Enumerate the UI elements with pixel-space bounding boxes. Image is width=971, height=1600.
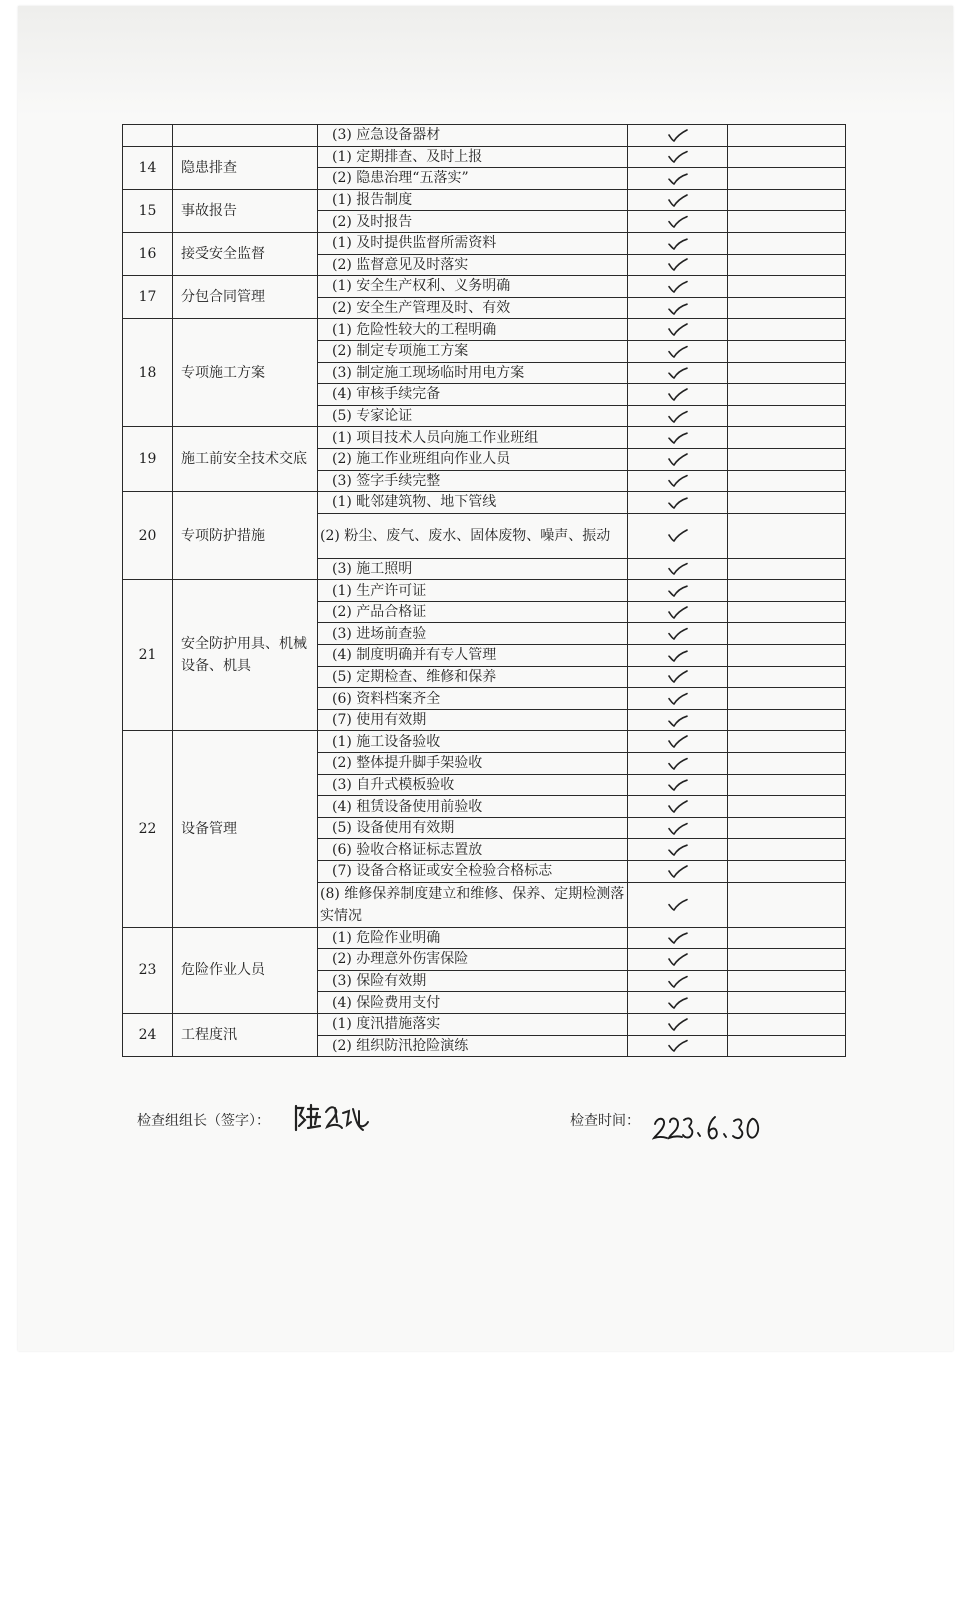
check-requirement: (6) 验收合格证标志置放	[318, 839, 628, 861]
checkmark-icon	[667, 778, 689, 791]
checkmark-icon	[667, 129, 689, 142]
safety-checklist-table	[122, 124, 846, 1057]
check-result-cell	[628, 970, 728, 992]
item-number: 15	[123, 189, 173, 232]
remark-cell	[728, 470, 846, 492]
check-requirement: (3) 制定施工现场临时用电方案	[318, 362, 628, 384]
checkmark-icon	[667, 865, 689, 878]
checkmark-icon	[667, 323, 689, 336]
table-row	[123, 319, 846, 341]
check-requirement: (1) 危险作业明确	[318, 927, 628, 949]
check-result-cell	[628, 125, 728, 147]
checkmark-icon	[667, 627, 689, 640]
checkmark-icon	[667, 996, 689, 1009]
check-result-cell	[628, 362, 728, 384]
checkmark-icon	[667, 388, 689, 401]
checkmark-icon	[667, 366, 689, 379]
remark-cell	[728, 839, 846, 861]
check-result-cell	[628, 861, 728, 883]
check-requirement: (2) 整体提升脚手架验收	[318, 753, 628, 775]
remark-cell	[728, 189, 846, 211]
checkmark-icon	[667, 670, 689, 683]
checkmark-icon	[667, 345, 689, 358]
check-requirement: (2) 办理意外伤害保险	[318, 949, 628, 971]
checkmark-icon	[667, 496, 689, 509]
checkmark-icon	[667, 474, 689, 487]
checkmark-icon	[667, 606, 689, 619]
remark-cell	[728, 362, 846, 384]
table-row	[123, 580, 846, 602]
remark-cell	[728, 861, 846, 883]
check-result-cell	[628, 645, 728, 667]
check-requirement: (3) 进场前查验	[318, 623, 628, 645]
check-result-cell	[628, 276, 728, 298]
check-requirement: (1) 施工设备验收	[318, 731, 628, 753]
remark-cell	[728, 276, 846, 298]
check-result-cell	[628, 992, 728, 1014]
checkmark-icon	[667, 302, 689, 315]
table-row	[123, 146, 846, 168]
check-result-cell	[628, 319, 728, 341]
leader-signature	[293, 1100, 373, 1138]
item-number: 23	[123, 927, 173, 1013]
check-result-cell	[628, 949, 728, 971]
check-item: 工程度汛	[173, 1013, 318, 1056]
remark-cell	[728, 882, 846, 927]
remark-cell	[728, 709, 846, 731]
check-result-cell	[628, 340, 728, 362]
checkmark-icon	[667, 150, 689, 163]
check-requirement: (1) 毗邻建筑物、地下管线	[318, 492, 628, 514]
leader-signature-label: 检查组组长（签字）：	[137, 1113, 270, 1129]
check-item: 专项防护措施	[173, 492, 318, 580]
checkmark-icon	[667, 692, 689, 705]
check-item: 设备管理	[173, 731, 318, 927]
check-requirement: (2) 及时报告	[318, 211, 628, 233]
check-requirement: (4) 审核手续完备	[318, 384, 628, 406]
check-item: 分包合同管理	[173, 276, 318, 319]
remark-cell	[728, 774, 846, 796]
table-row	[123, 731, 846, 753]
check-result-cell	[628, 709, 728, 731]
check-result-cell	[628, 753, 728, 775]
check-result-cell	[628, 580, 728, 602]
remark-cell	[728, 254, 846, 276]
checkmark-icon	[667, 258, 689, 271]
check-result-cell	[628, 1013, 728, 1035]
checkmark-icon	[667, 800, 689, 813]
check-result-cell	[628, 688, 728, 710]
check-requirement: (1) 报告制度	[318, 189, 628, 211]
check-requirement: (3) 签字手续完整	[318, 470, 628, 492]
check-requirement: (2) 施工作业班组向作业人员	[318, 448, 628, 470]
checkmark-icon	[667, 649, 689, 662]
table-row	[123, 427, 846, 449]
remark-cell	[728, 513, 846, 558]
check-requirement: (4) 租赁设备使用前验收	[318, 796, 628, 818]
check-result-cell	[628, 623, 728, 645]
check-result-cell	[628, 492, 728, 514]
check-item: 施工前安全技术交底	[173, 427, 318, 492]
check-requirement: (2) 监督意见及时落实	[318, 254, 628, 276]
check-result-cell	[628, 448, 728, 470]
check-result-cell	[628, 189, 728, 211]
check-requirement: (1) 项目技术人员向施工作业班组	[318, 427, 628, 449]
checkmark-icon	[667, 822, 689, 835]
check-result-cell	[628, 558, 728, 580]
check-time-handwritten	[652, 1110, 777, 1150]
remark-cell	[728, 492, 846, 514]
remark-cell	[728, 666, 846, 688]
check-result-cell	[628, 211, 728, 233]
check-result-cell	[628, 427, 728, 449]
table-row	[123, 189, 846, 211]
check-requirement: (2) 制定专项施工方案	[318, 340, 628, 362]
checkmark-icon	[667, 237, 689, 250]
item-number: 21	[123, 580, 173, 731]
check-result-cell	[628, 232, 728, 254]
checkmark-icon	[667, 1039, 689, 1052]
check-requirement: (7) 设备合格证或安全检验合格标志	[318, 861, 628, 883]
remark-cell	[728, 688, 846, 710]
check-requirement: (5) 专家论证	[318, 405, 628, 427]
checkmark-icon	[667, 953, 689, 966]
check-result-cell	[628, 168, 728, 190]
remark-cell	[728, 927, 846, 949]
check-requirement: (7) 使用有效期	[318, 709, 628, 731]
check-item: 隐患排查	[173, 146, 318, 189]
check-requirement: (1) 生产许可证	[318, 580, 628, 602]
table-row	[123, 276, 846, 298]
remark-cell	[728, 384, 846, 406]
check-requirement: (1) 度汛措施落实	[318, 1013, 628, 1035]
check-result-cell	[628, 927, 728, 949]
remark-cell	[728, 970, 846, 992]
check-item: 接受安全监督	[173, 232, 318, 275]
checkmark-icon	[667, 215, 689, 228]
remark-cell	[728, 558, 846, 580]
check-result-cell	[628, 297, 728, 319]
checkmark-icon	[667, 529, 689, 542]
check-result-cell	[628, 839, 728, 861]
check-result-cell	[628, 513, 728, 558]
check-requirement: (4) 保险费用支付	[318, 992, 628, 1014]
checkmark-icon	[667, 194, 689, 207]
checkmark-icon	[667, 431, 689, 444]
item-number: 19	[123, 427, 173, 492]
item-number: 22	[123, 731, 173, 927]
check-requirement: (4) 制度明确并有专人管理	[318, 645, 628, 667]
check-item: 事故报告	[173, 189, 318, 232]
checkmark-icon	[667, 172, 689, 185]
checkmark-icon	[667, 757, 689, 770]
check-item	[173, 125, 318, 147]
remark-cell	[728, 753, 846, 775]
remark-cell	[728, 405, 846, 427]
remark-cell	[728, 796, 846, 818]
check-result-cell	[628, 146, 728, 168]
checkmark-icon	[667, 898, 689, 911]
remark-cell	[728, 601, 846, 623]
check-result-cell	[628, 731, 728, 753]
table-row	[123, 1013, 846, 1035]
table-row	[123, 232, 846, 254]
check-item: 危险作业人员	[173, 927, 318, 1013]
checkmark-icon	[667, 562, 689, 575]
check-requirement: (1) 安全生产权利、义务明确	[318, 276, 628, 298]
check-requirement: (6) 资料档案齐全	[318, 688, 628, 710]
remark-cell	[728, 297, 846, 319]
checkmark-icon	[667, 453, 689, 466]
item-number: 18	[123, 319, 173, 427]
remark-cell	[728, 211, 846, 233]
check-result-cell	[628, 882, 728, 927]
table-row	[123, 927, 846, 949]
check-time-label: 检查时间：	[570, 1113, 640, 1129]
remark-cell	[728, 992, 846, 1014]
check-result-cell	[628, 470, 728, 492]
check-result-cell	[628, 1035, 728, 1057]
remark-cell	[728, 448, 846, 470]
check-item: 安全防护用具、机械设备、机具	[173, 580, 318, 731]
check-requirement: (1) 定期排查、及时上报	[318, 146, 628, 168]
check-requirement: (2) 粉尘、废气、废水、固体废物、噪声、振动	[318, 513, 628, 558]
check-requirement: (2) 安全生产管理及时、有效	[318, 297, 628, 319]
checkmark-icon	[667, 584, 689, 597]
check-requirement: (2) 隐患治理“五落实”	[318, 168, 628, 190]
check-requirement: (5) 设备使用有效期	[318, 817, 628, 839]
remark-cell	[728, 125, 846, 147]
checkmark-icon	[667, 714, 689, 727]
item-number: 24	[123, 1013, 173, 1056]
check-requirement: (2) 组织防汛抢险演练	[318, 1035, 628, 1057]
checkmark-icon	[667, 410, 689, 423]
check-requirement: (3) 施工照明	[318, 558, 628, 580]
remark-cell	[728, 949, 846, 971]
check-requirement: (1) 及时提供监督所需资料	[318, 232, 628, 254]
remark-cell	[728, 340, 846, 362]
check-result-cell	[628, 774, 728, 796]
remark-cell	[728, 427, 846, 449]
remark-cell	[728, 623, 846, 645]
table-row	[123, 492, 846, 514]
check-requirement: (5) 定期检查、维修和保养	[318, 666, 628, 688]
check-result-cell	[628, 666, 728, 688]
check-requirement: (1) 危险性较大的工程明确	[318, 319, 628, 341]
item-number: 17	[123, 276, 173, 319]
remark-cell	[728, 232, 846, 254]
remark-cell	[728, 817, 846, 839]
scan-shadow	[18, 6, 953, 116]
checkmark-icon	[667, 975, 689, 988]
table-row	[123, 125, 846, 147]
remark-cell	[728, 319, 846, 341]
checkmark-icon	[667, 735, 689, 748]
checkmark-icon	[667, 1018, 689, 1031]
check-requirement: (3) 自升式模板验收	[318, 774, 628, 796]
checkmark-icon	[667, 843, 689, 856]
checkmark-icon	[667, 280, 689, 293]
item-number: 20	[123, 492, 173, 580]
check-requirement: (3) 保险有效期	[318, 970, 628, 992]
remark-cell	[728, 1035, 846, 1057]
check-result-cell	[628, 601, 728, 623]
item-number: 16	[123, 232, 173, 275]
checkmark-icon	[667, 931, 689, 944]
checklist-body	[123, 125, 846, 1057]
check-requirement: (3) 应急设备器材	[318, 125, 628, 147]
check-result-cell	[628, 384, 728, 406]
check-result-cell	[628, 817, 728, 839]
remark-cell	[728, 731, 846, 753]
check-result-cell	[628, 405, 728, 427]
item-number	[123, 125, 173, 147]
remark-cell	[728, 168, 846, 190]
remark-cell	[728, 1013, 846, 1035]
check-result-cell	[628, 796, 728, 818]
remark-cell	[728, 580, 846, 602]
remark-cell	[728, 645, 846, 667]
check-requirement: (8) 维修保养制度建立和维修、保养、定期检测落实情况	[318, 882, 628, 927]
check-result-cell	[628, 254, 728, 276]
item-number: 14	[123, 146, 173, 189]
remark-cell	[728, 146, 846, 168]
check-item: 专项施工方案	[173, 319, 318, 427]
check-requirement: (2) 产品合格证	[318, 601, 628, 623]
